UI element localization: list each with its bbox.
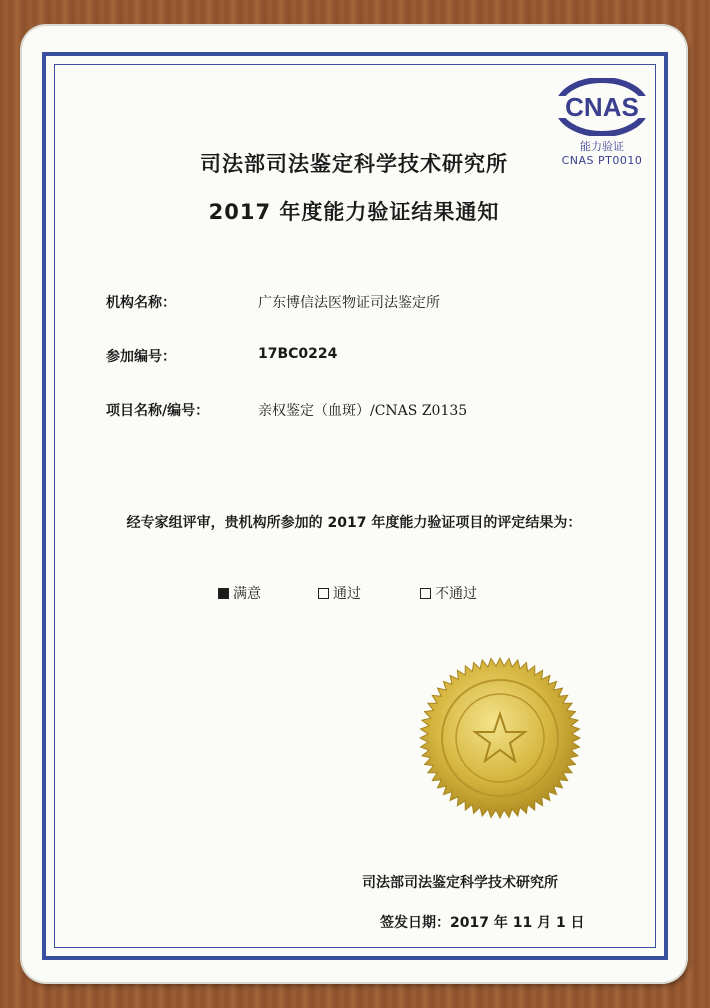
unchecked-box-icon [420, 588, 431, 599]
field-label-project: 项目名称/编号： [106, 403, 210, 419]
field-label-participant-id: 参加编号： [106, 349, 176, 365]
field-value-institution: 广东博信法医物证司法鉴定所 [258, 295, 440, 311]
option-label: 通过 [333, 586, 361, 602]
option-fail [420, 583, 477, 603]
field-value-project: 亲权鉴定（血斑）/CNAS Z0135 [258, 403, 468, 419]
option-label: 不通过 [435, 586, 477, 602]
evaluation-statement: 经专家组评审，贵机构所参加的 2017 年度能力验证项目的评定结果为： [126, 515, 582, 531]
cnas-code: CNAS PT0010 [561, 154, 643, 167]
unchecked-box-icon [318, 588, 329, 599]
option-pass [318, 583, 361, 603]
field-label-institution: 机构名称： [106, 295, 176, 311]
notice-title: 2017 年度能力验证结果通知 [208, 200, 500, 224]
footer-issuer: 司法部司法鉴定科学技术研究所 [362, 875, 558, 891]
issuer-title: 司法部司法鉴定科学技术研究所 [200, 152, 508, 176]
certificate-paper [22, 26, 686, 982]
cnas-logo-text: CNAS [565, 92, 639, 122]
checked-box-icon [218, 588, 229, 599]
field-value-participant-id: 17BC0224 [258, 346, 338, 362]
cnas-subtitle: 能力验证 [580, 140, 624, 153]
gold-seal-icon [418, 656, 582, 824]
option-satisfactory [218, 583, 261, 603]
footer-date: 签发日期：2017 年 11 月 1 日 [380, 915, 585, 931]
option-label: 满意 [233, 586, 261, 602]
cnas-emblem-icon [554, 78, 650, 136]
